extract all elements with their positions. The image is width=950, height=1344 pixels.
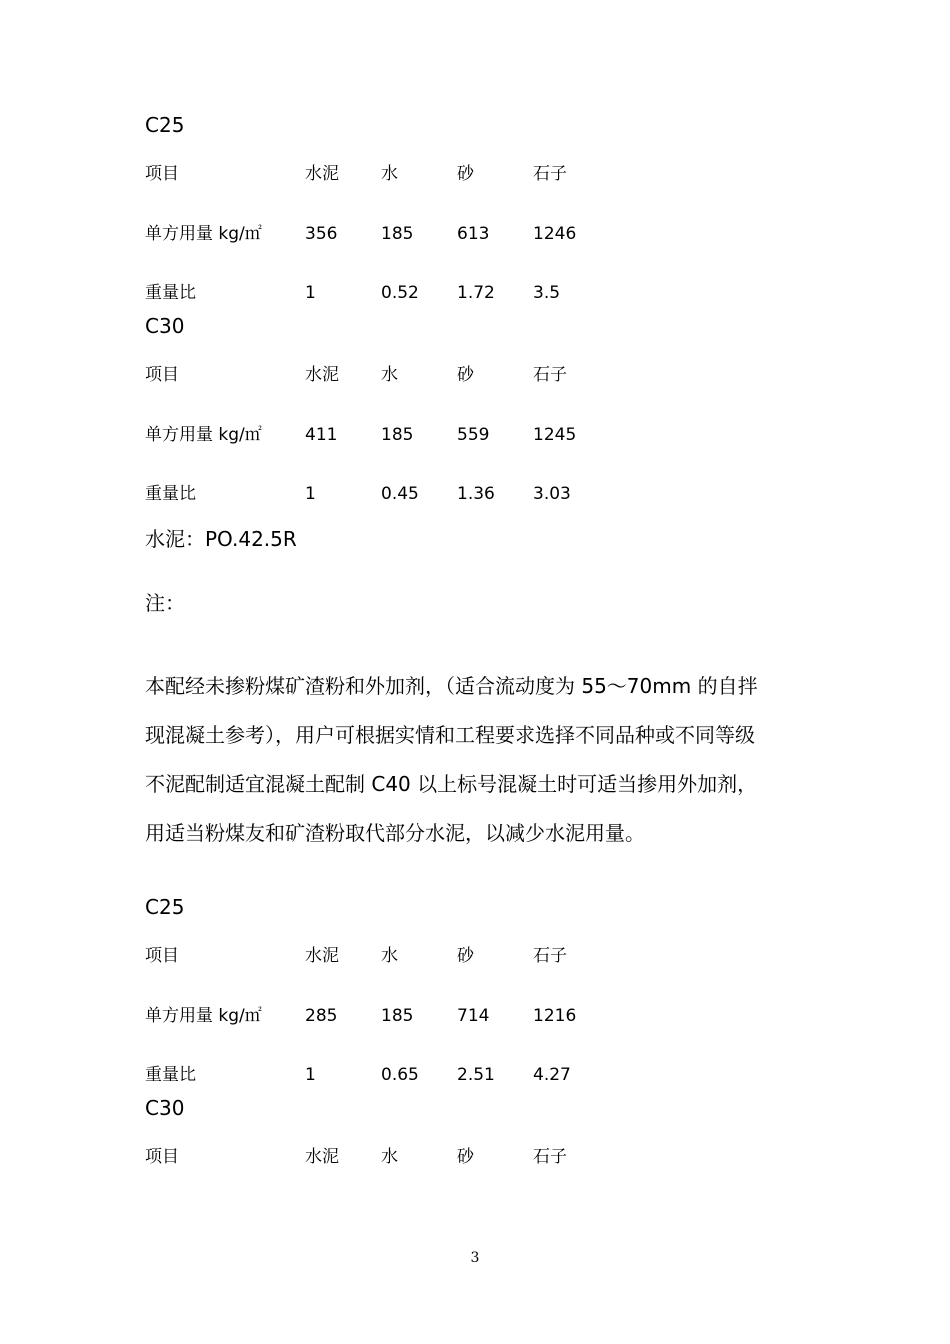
header-cement: 水泥 [305, 365, 339, 385]
usage-cement: 411 [305, 425, 338, 445]
usage-sand: 714 [457, 1006, 490, 1026]
table-ratio-row [145, 282, 845, 304]
note-line: 现混凝土参考），用户可根据实情和工程要求选择不同品种或不同等级 [145, 723, 755, 747]
ratio-stone: 3.03 [533, 484, 571, 504]
header-item: 项目 [145, 1147, 179, 1167]
usage-sand: 613 [457, 224, 490, 244]
table-usage-row [145, 223, 845, 245]
header-stone: 石子 [533, 365, 567, 385]
note-line: 用适当粉煤友和矿渣粉取代部分水泥，以减少水泥用量。 [145, 821, 645, 845]
header-water: 水 [381, 164, 398, 184]
table-usage-row [145, 1005, 845, 1027]
ratio-cement: 1 [305, 484, 316, 504]
header-item: 项目 [145, 164, 179, 184]
cement-type: 水泥：PO.42.5R [145, 527, 297, 551]
header-cement: 水泥 [305, 164, 339, 184]
ratio-cement: 1 [305, 1065, 316, 1085]
header-cement: 水泥 [305, 1147, 339, 1167]
grade-title-c25: C25 [145, 895, 185, 919]
header-sand: 砂 [457, 365, 474, 385]
table-header-row [145, 364, 845, 386]
note-label: 注： [145, 591, 185, 615]
note-paragraph [145, 674, 825, 870]
table-usage-row [145, 424, 845, 446]
header-sand: 砂 [457, 1147, 474, 1167]
usage-stone: 1246 [533, 224, 577, 244]
header-sand: 砂 [457, 946, 474, 966]
usage-label: 单方用量 kg/㎡ [145, 425, 262, 445]
header-water: 水 [381, 1147, 398, 1167]
ratio-label: 重量比 [145, 283, 196, 303]
ratio-sand: 2.51 [457, 1065, 495, 1085]
ratio-cement: 1 [305, 283, 316, 303]
header-water: 水 [381, 365, 398, 385]
usage-cement: 356 [305, 224, 338, 244]
ratio-sand: 1.36 [457, 484, 495, 504]
ratio-water: 0.52 [381, 283, 419, 303]
usage-water: 185 [381, 224, 414, 244]
note-line: 不泥配制适宜混凝土配制 C40 以上标号混凝土时可适当掺用外加剂， [145, 772, 758, 796]
header-sand: 砂 [457, 164, 474, 184]
ratio-label: 重量比 [145, 484, 196, 504]
page-number: 3 [470, 1250, 480, 1266]
usage-label: 单方用量 kg/㎡ [145, 1006, 262, 1026]
usage-stone: 1245 [533, 425, 577, 445]
header-water: 水 [381, 946, 398, 966]
grade-title-c25: C25 [145, 113, 185, 137]
ratio-label: 重量比 [145, 1065, 196, 1085]
note-line: 本配经未掺粉煤矿渣粉和外加剂，（适合流动度为 55～70mm 的自拌 [145, 674, 758, 698]
ratio-stone: 4.27 [533, 1065, 571, 1085]
header-item: 项目 [145, 365, 179, 385]
table-ratio-row [145, 483, 845, 505]
table-header-row [145, 163, 845, 185]
table-header-row [145, 945, 845, 967]
ratio-water: 0.65 [381, 1065, 419, 1085]
usage-cement: 285 [305, 1006, 338, 1026]
usage-stone: 1216 [533, 1006, 577, 1026]
grade-title-c30: C30 [145, 1096, 185, 1120]
ratio-sand: 1.72 [457, 283, 495, 303]
table-ratio-row [145, 1064, 845, 1086]
table-header-row [145, 1146, 845, 1168]
header-item: 项目 [145, 946, 179, 966]
header-stone: 石子 [533, 1147, 567, 1167]
header-cement: 水泥 [305, 946, 339, 966]
usage-label: 单方用量 kg/㎡ [145, 224, 262, 244]
usage-water: 185 [381, 425, 414, 445]
grade-title-c30: C30 [145, 314, 185, 338]
ratio-stone: 3.5 [533, 283, 561, 303]
header-stone: 石子 [533, 164, 567, 184]
header-stone: 石子 [533, 946, 567, 966]
usage-sand: 559 [457, 425, 490, 445]
ratio-water: 0.45 [381, 484, 419, 504]
usage-water: 185 [381, 1006, 414, 1026]
